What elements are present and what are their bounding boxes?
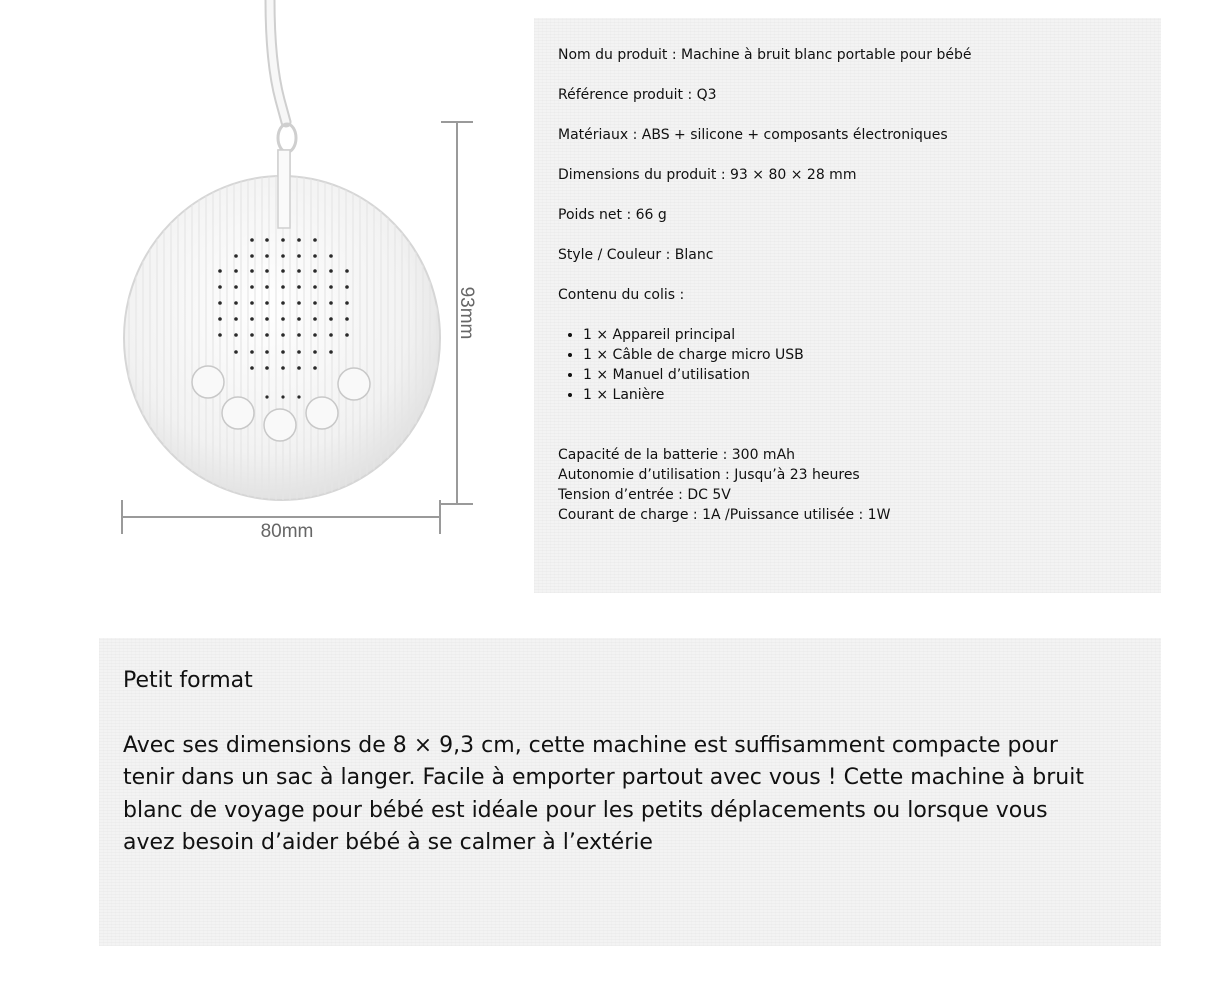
spec-materials: Matériaux : ABS + silicone + composants électroniques	[558, 127, 948, 143]
input-voltage: Tension d’entrée : DC 5V	[558, 487, 731, 503]
spec-style: Style / Couleur : Blanc	[558, 247, 714, 263]
list-item: • 1 × Câble de charge micro USB	[583, 345, 1137, 365]
list-item: • 1 × Lanière	[583, 385, 1137, 405]
package-contents-list	[558, 325, 1137, 405]
device-button-4	[306, 397, 338, 429]
height-label: 93mm	[456, 286, 477, 340]
product-dimension-figure	[100, 0, 500, 560]
list-item: • 1 × Manuel d’utilisation	[583, 365, 1137, 385]
width-label: 80mm	[260, 521, 314, 542]
device-body	[120, 150, 450, 510]
white-noise-machine-illustration	[100, 0, 500, 560]
battery-specs	[558, 445, 1137, 525]
package-heading: Contenu du colis :	[558, 287, 685, 303]
specifications-panel	[534, 18, 1161, 593]
spec-dimensions: Dimensions du produit : 93 × 80 × 28 mm	[558, 167, 857, 183]
charging-current: Courant de charge : 1A /Puissance utilisée : 1W	[558, 507, 891, 523]
battery-autonomy: Autonomie d’utilisation : Jusqu’à 23 heures	[558, 467, 860, 483]
spec-weight: Poids net : 66 g	[558, 207, 667, 223]
description-title: Petit format	[123, 668, 253, 693]
spec-reference: Référence produit : Q3	[558, 87, 717, 103]
device-button-5	[338, 368, 370, 400]
description-body: Avec ses dimensions de 8 × 9,3 cm, cette machine est suffisamment compacte pour tenir dans un sac à langer. Facile à emporter partout avec vous ! Cette machine à bruit blanc de voyage pour bébé est idéale pour les petits déplacements ou lorsque vous avez besoin d’aider bébé à se calmer à l’extérie	[123, 732, 1084, 855]
device-button-1	[192, 366, 224, 398]
battery-capacity: Capacité de la batterie : 300 mAh	[558, 447, 796, 463]
device-button-2	[222, 397, 254, 429]
list-item: • 1 × Appareil principal	[583, 325, 1137, 345]
spec-product-name: Nom du produit : Machine à bruit blanc portable pour bébé	[558, 47, 972, 63]
device-button-3	[264, 409, 296, 441]
description-panel	[99, 638, 1161, 946]
